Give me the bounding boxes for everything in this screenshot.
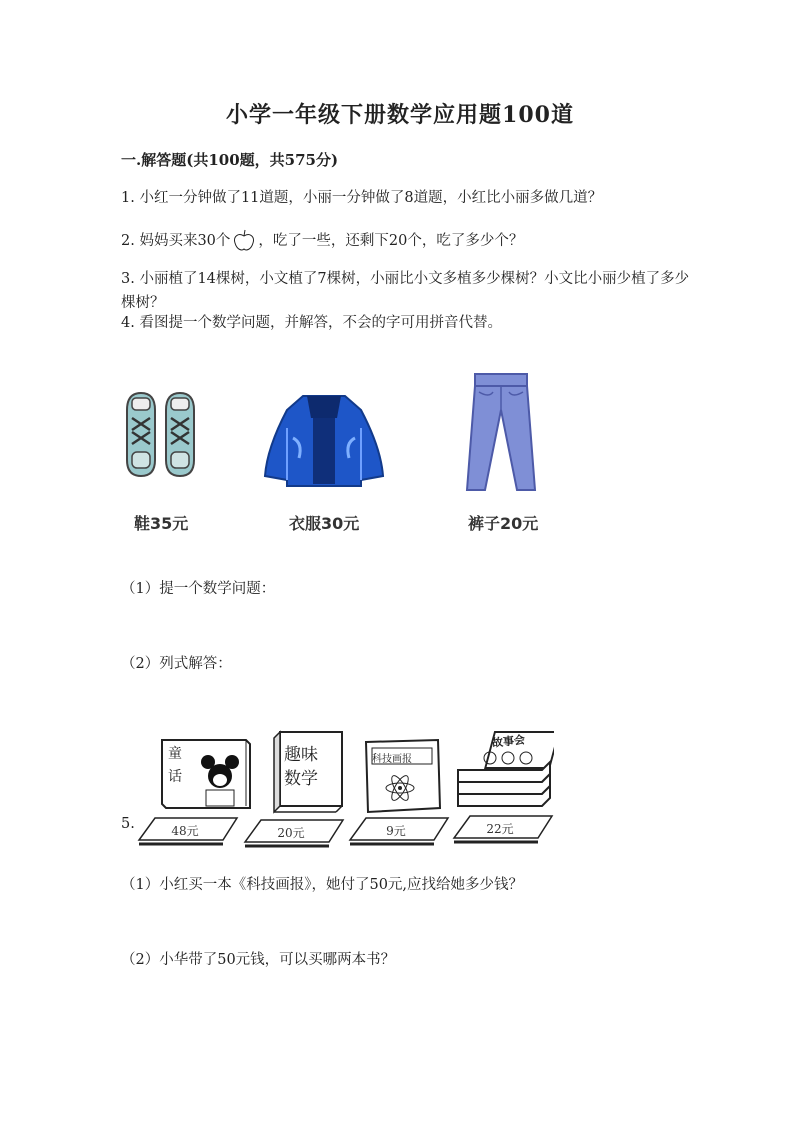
question-5-sub-2: （2）小华带了50元钱，可以买哪两本书？ <box>121 952 396 968</box>
price-tag-3: 9元 <box>386 824 406 838</box>
price-tag-2: 20元 <box>277 826 305 840</box>
book-fairy-tale-cover-1: 童 <box>168 746 182 762</box>
page-title: 小学一年级下册数学应用题100道 <box>226 102 574 128</box>
question-2-text-before: 2. 妈妈买来30个 <box>121 233 231 249</box>
pants-caption: 裤子20元 <box>468 514 539 533</box>
shoes-image <box>122 390 202 480</box>
shoes-caption: 鞋35元 <box>134 514 189 533</box>
price-tag-4: 22元 <box>486 822 514 836</box>
jacket-image <box>263 388 385 488</box>
question-2 <box>121 229 523 253</box>
question-5-sub-1: （1）小红买一本《科技画报》，她付了50元,应找给她多少钱？ <box>121 877 524 893</box>
book-stories-cover: 故事会 <box>491 733 526 750</box>
question-2-text-after: ，吃了一些，还剩下20个，吃了多少个？ <box>258 233 524 249</box>
question-3: 3. 小丽植了14棵树，小文植了7棵树，小丽比小文多植多少棵树？小文比小丽少植了多少棵树？ <box>121 271 690 311</box>
price-tag-1: 48元 <box>171 824 199 838</box>
question-4-sub-2: （2）列式解答： <box>121 656 232 672</box>
jacket-caption: 衣服30元 <box>289 514 360 533</box>
pants-image <box>463 372 539 494</box>
book-fun-math-cover-1: 趣味 <box>284 745 318 765</box>
question-4: 4. 看图提一个数学问题，并解答，不会的字可用拼音代替。 <box>121 315 502 331</box>
question-4-sub-1: （1）提一个数学问题： <box>121 581 276 597</box>
book-science-pictorial-cover: 科技画报 <box>372 754 412 765</box>
apple-icon <box>230 229 258 251</box>
question-5-number: 5. <box>121 816 135 832</box>
book-fairy-tale-cover-2: 话 <box>168 769 182 785</box>
section-heading: 一.解答题(共100题，共575分) <box>121 151 339 169</box>
question-1: 1. 小红一分钟做了11道题，小丽一分钟做了8道题，小红比小丽多做几道？ <box>121 190 603 206</box>
book-fun-math-cover-2: 数学 <box>284 769 318 789</box>
